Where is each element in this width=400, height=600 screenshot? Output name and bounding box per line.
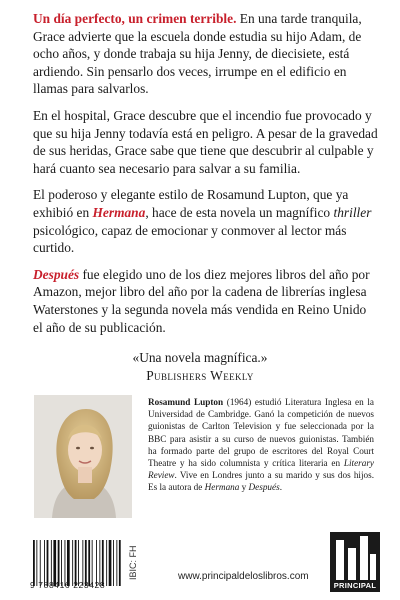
tagline: Un día perfecto, un crimen terrible.: [33, 11, 237, 26]
author-bio: [148, 396, 374, 494]
back-cover-blurb: [33, 10, 379, 345]
bio-book-title-2: Después: [248, 482, 280, 493]
book-title-hermana: Hermana: [92, 204, 146, 220]
quote-text: «Una novela magnífica.»: [132, 350, 268, 365]
author-name: Rosamund Lupton: [148, 397, 224, 407]
blurb-paragraph-1: [33, 10, 379, 98]
blurb-text: , hace de esta novela un magnífico: [145, 204, 334, 220]
blurb-text: El poderoso y elegante estilo de Rosamund Lupton, que ya exhibió en: [33, 187, 349, 220]
blurb-paragraph-2: En el hospital, Grace descubre que el incendio fue provocado y que su hija Jenny todavía está en peligro. A pesar de la gravedad de sus heridas, Grace sabe que tiene que descubrir al culpable y hará cuanto sea necesario para salvar a su familia.: [33, 107, 378, 176]
isbn-digits: 9 788416 223428: [30, 580, 106, 590]
magazine-title: Literary Review: [148, 458, 374, 481]
bio-book-title-1: Hermana: [204, 482, 240, 493]
publisher-logo: [330, 532, 380, 592]
ibic-code: IBIC: FH: [128, 545, 138, 581]
bio-text: (1964) estudió Literatura Inglesa en la Universidad de Cambridge. Ganó la competición de nuevos guionistas de Carlton Television y fue seleccionada por la BBC para asistir a su curso de nuevos guionistas. También ha formado parte del grupo de escritores del Royal Court Theatre y ha sido columnista y crítica literaria en: [148, 397, 374, 469]
blurb-text: fue elegido uno de los diez mejores libros del año por Amazon, mejor libro del año por la cadena de librerías inglesa Waterstones y la segunda novela más vendida en Reino Unido el año de su publicación.: [33, 266, 370, 335]
blurb-paragraph-3: [33, 186, 379, 256]
publisher-url[interactable]: www.principaldeloslibros.com: [178, 571, 309, 582]
blurb-text: En una tarde tranquila, Grace advierte que la escuela donde estudia su hijo Adam, de ocho años, y donde trabaja su hija Jenny, de diecisiete, está ardiendo. Sin pensarlo dos veces, irrumpe en el edificio en llamas para salvarlos.: [33, 11, 362, 97]
bio-text: . Vive en Londres junto a su marido y sus dos hijos. Es la autora de: [148, 470, 374, 493]
principal-logo-icon: [330, 532, 380, 580]
author-photo: [34, 395, 132, 518]
book-title-despues: Después: [33, 266, 80, 282]
author-portrait-icon: [34, 395, 132, 518]
quote-source: Publishers Weekly: [146, 367, 254, 383]
bio-text: .: [279, 482, 282, 493]
press-quote: [0, 349, 400, 384]
bio-text: y: [239, 482, 249, 493]
genre-word: thriller: [333, 204, 372, 220]
blurb-paragraph-4: [33, 266, 379, 336]
blurb-text: psicológico, capaz de emocionar y conmover al lector más curtido.: [33, 222, 347, 256]
publisher-name: PRINCIPAL: [330, 580, 380, 592]
